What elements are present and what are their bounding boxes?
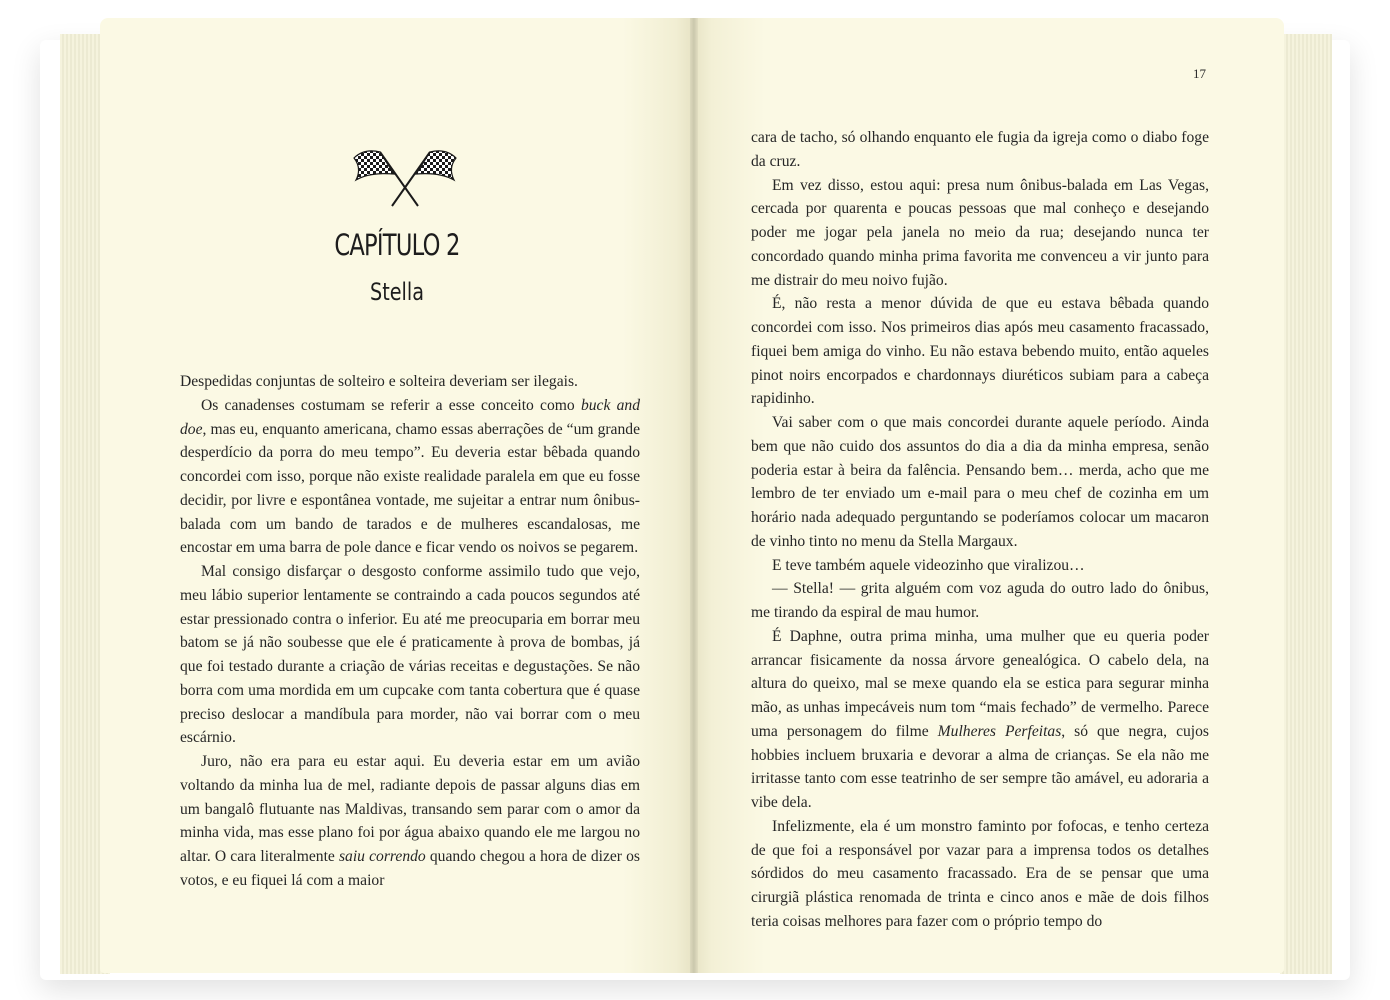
text-run: cara de tacho, só olhando enquanto ele fugia da igreja como o diabo foge da cruz. bbox=[751, 129, 1209, 170]
page-edges-right bbox=[1280, 34, 1332, 974]
text-run: , mas eu, enquanto americana, chamo essas aberrações de “um grande desperdício da porra do meu tempo”. Eu deveria estar bêbada quando concordei com isso, porque não existe realidade paralela em que eu fosse decidir, por livre e espontânea vontade, me sujeitar a entrar num ônibus-balada com um bando de tarados e de mulheres escandalosas, me encostar em uma barra de pole dance e ficar vendo os noivos se pegarem. bbox=[180, 420, 640, 557]
paragraph bbox=[751, 174, 1209, 293]
italic-text: buck and doe bbox=[180, 396, 640, 438]
paragraph bbox=[180, 560, 640, 750]
text-run: Em vez disso, estou aqui: presa num ônibus-balada em Las Vegas, cercada por quarenta e poucas pessoas que mal conheço e desejando poder me jogar pela janela no meio da rua; desejando nunca ter concordado quando minha prima favorita me convenceu a vir junto para me distrair do meu noivo fujão. bbox=[751, 176, 1209, 289]
text-run: Os canadenses costumam se referir a esse conceito como bbox=[201, 396, 581, 414]
chapter-title: CAPÍTULO 2 bbox=[334, 228, 460, 262]
text-run: Despedidas conjuntas de solteiro e solteira deveriam ser ilegais. bbox=[180, 373, 578, 390]
text-run: E teve também aquele videozinho que viralizou… bbox=[772, 556, 1085, 574]
text-run: É, não resta a menor dúvida de que eu estava bêbada quando concordei com isso. Nos primeiros dias após meu casamento fracassado, fiquei bem amiga do vinho. Eu não estava bebendo muito, então aqueles pinot noirs encorpados e chardonnays diuréticos subiam para a cabeça rapidinho. bbox=[751, 295, 1209, 408]
paragraph bbox=[751, 577, 1209, 625]
text-run: quando chegou a hora de dizer os votos, e eu fiquei lá com a maior bbox=[180, 848, 640, 889]
paragraph bbox=[751, 625, 1209, 815]
paragraph bbox=[751, 815, 1209, 934]
chapter-subtitle: Stella bbox=[370, 278, 424, 306]
text-run: Juro, não era para eu estar aqui. Eu deveria estar em um avião voltando da minha lua de mel, radiante depois de passar alguns dias em um bangalô flutuante nas Maldivas, transando sem parar com o amor da minha vida, mas esse plano foi por água abaixo quando ele me largou no altar. O cara literalmente bbox=[180, 753, 640, 865]
italic-text: Mulheres Perfeitas bbox=[937, 722, 1062, 740]
book-gutter bbox=[690, 18, 698, 973]
text-run: Vai saber com o que mais concordei durante aquele período. Ainda bem que não cuido dos assuntos do dia a dia da minha empresa, senão poderia estar à beira da falência. Pensando bem… merda, acho que me lembro de ter enviado um e-mail para o meu chef de cozinha em um horário nada adequado perguntando se poderíamos colocar um macaron de vinho tinto no menu da Stella Margaux. bbox=[751, 414, 1209, 550]
text-run: , só que negra, cujos hobbies incluem bruxaria e devorar a alma de crianças. Se ela não me irritasse tanto com esse teatrinho de ser sempre tão amável, eu adoraria a vibe dela. bbox=[751, 722, 1209, 811]
paragraph bbox=[751, 292, 1209, 411]
page-number: 17 bbox=[1193, 66, 1206, 81]
paragraph bbox=[751, 126, 1209, 174]
paragraph bbox=[751, 554, 1209, 578]
paragraph bbox=[751, 411, 1209, 554]
right-page-body bbox=[751, 126, 1209, 934]
left-page bbox=[100, 18, 694, 973]
text-run: — Stella! — grita alguém com voz aguda do outro lado do ônibus, me tirando da espiral de mau humor. bbox=[751, 580, 1209, 621]
text-run: É Daphne, outra prima minha, uma mulher que eu queria poder arrancar fisicamente da nossa árvore genealógica. O cabelo dela, na altura do queixo, mal se mexe quando ela se estica para segurar minha mão, as unhas impecáveis num tom “mais fechado” de vermelho. Parece uma personagem do filme bbox=[751, 627, 1209, 740]
paragraph bbox=[180, 370, 640, 394]
text-run: Mal consigo disfarçar o desgosto conforme assimilo tudo que vejo, meu lábio superior lentamente se contraindo a cada poucos segundos até estar pressionado contra o inferior. Eu até me preocuparia em borrar meu batom se já não soubesse que ele é praticamente à prova de bombas, já que foi testado durante a criação de várias receitas e degustações. Se não borra com uma mordida em um cupcake com tanta cobertura que é quase preciso deslocar a mandíbula para morder, não vai borrar com o meu escárnio. bbox=[180, 563, 640, 747]
text-run: Infelizmente, ela é um monstro faminto por fofocas, e tenho certeza de que foi a responsável por vazar para a imprensa todos os detalhes sórdidos do meu casamento fracassado. Era de se pensar que uma cirurgiã plástica renomada de trinta e cinco anos e mãe de dois filhos teria coisas melhores para fazer com o próprio tempo do bbox=[751, 817, 1209, 930]
checkered-flags-icon bbox=[352, 144, 458, 208]
paragraph bbox=[180, 394, 640, 560]
left-page-body bbox=[180, 370, 640, 893]
right-page bbox=[694, 18, 1284, 973]
paragraph bbox=[180, 750, 640, 893]
italic-text: saiu correndo bbox=[338, 848, 426, 865]
